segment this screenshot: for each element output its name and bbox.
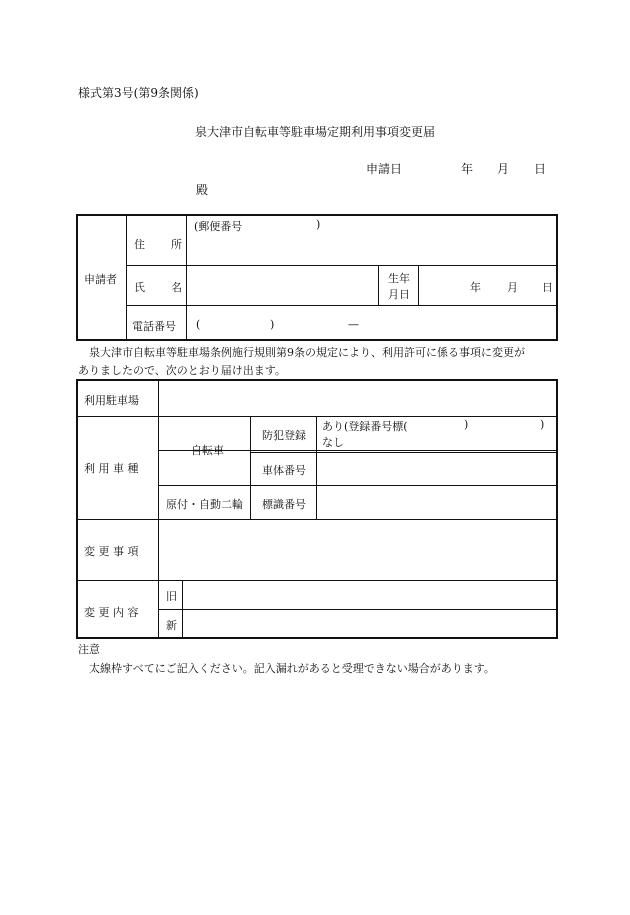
- name-label-1: 氏: [134, 281, 145, 294]
- crime-registration-yes-close-2: ): [540, 418, 545, 431]
- plate-number-label: 標識番号: [262, 498, 306, 511]
- addressee-suffix: 殿: [196, 183, 209, 197]
- parking-label: 利用駐車場: [84, 394, 139, 407]
- form-code: 様式第3号(第9条関係): [78, 86, 199, 100]
- birth-day: 日: [542, 281, 553, 294]
- applicant-section-label: 申請者: [84, 273, 117, 286]
- name-field[interactable]: [188, 267, 376, 304]
- details-table: [76, 379, 558, 639]
- plate-number-field[interactable]: [318, 486, 556, 518]
- frame-number-label: 車体番号: [262, 464, 306, 477]
- date-day: 日: [534, 162, 547, 176]
- crime-registration-field[interactable]: [318, 417, 556, 450]
- old-label: 旧: [166, 590, 177, 603]
- phone-label: 電話番号: [132, 320, 176, 333]
- bicycle-label: 自転車: [191, 444, 224, 457]
- parking-field[interactable]: [160, 382, 556, 415]
- new-label: 新: [166, 619, 177, 632]
- date-label: 申請日: [366, 162, 403, 176]
- phone-close: ): [270, 318, 275, 331]
- phone-open: (: [196, 318, 201, 331]
- change-content-label: 変 更 内 容: [84, 606, 139, 619]
- statement-line-2: ありましたので、次のとおり届け出ます。: [78, 364, 286, 377]
- applicant-table: [76, 214, 558, 341]
- postal-code-close: ): [316, 218, 321, 231]
- postal-code-label: (郵便番号: [194, 220, 243, 233]
- address-label-2: 所: [171, 238, 182, 251]
- crime-registration-no: なし: [322, 436, 344, 449]
- crime-registration-label: 防犯登録: [262, 429, 306, 442]
- old-content-field[interactable]: [184, 581, 556, 608]
- birth-label-2: 月日: [388, 288, 410, 301]
- notes-text: 太線枠すべてにご記入ください。記入漏れがあると受理できない場合があります。: [89, 662, 495, 675]
- birthdate-field[interactable]: [420, 267, 556, 304]
- birth-label-1: 生年: [388, 272, 410, 285]
- new-content-field[interactable]: [184, 610, 556, 637]
- frame-number-field[interactable]: [318, 453, 556, 484]
- birth-year: 年: [470, 281, 481, 294]
- name-label-2: 名: [171, 281, 182, 294]
- address-field[interactable]: [188, 234, 556, 264]
- statement-text: [78, 344, 558, 380]
- document-title: 泉大津市自転車等駐車場定期利用事項変更届: [194, 125, 435, 139]
- notes-heading: 注意: [78, 643, 100, 656]
- date-month: 月: [497, 162, 510, 176]
- phone-dash: —: [348, 318, 359, 331]
- moped-label: 原付・自動二輪: [166, 498, 243, 511]
- date-year: 年: [461, 162, 474, 176]
- crime-registration-yes: あり(登録番号標(: [322, 420, 408, 433]
- phone-field[interactable]: [188, 307, 556, 338]
- change-item-label: 変 更 事 項: [84, 545, 139, 558]
- birth-month: 月: [507, 281, 518, 294]
- change-item-field[interactable]: [160, 520, 556, 579]
- vehicle-type-label: 利 用 車 種: [84, 462, 139, 475]
- crime-registration-yes-close-1: ): [464, 418, 469, 431]
- address-label-1: 住: [134, 238, 145, 251]
- statement-line-1: 泉大津市自転車等駐車場条例施行規則第9条の規定により、利用許可に係る事項に変更が: [89, 346, 525, 359]
